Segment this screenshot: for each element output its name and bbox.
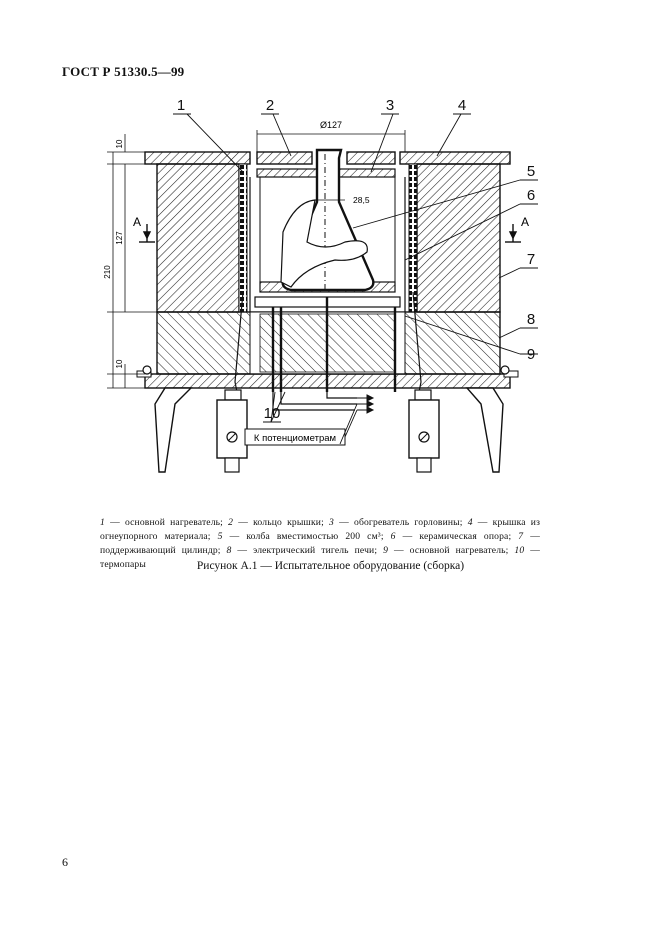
support-cylinder-right [417,164,500,312]
apparatus-drawing [95,92,545,492]
lid-plate-left [145,152,250,164]
section-mark-right: А [521,215,530,229]
main-heater-coil-right [409,164,417,312]
legend-item: 4 — крышка из огнеупорного материала; [100,517,541,542]
page-number: 6 [62,855,68,869]
legend-item: 2 — кольцо крышки; [228,517,330,528]
dim-127: 127 [115,231,124,245]
callout-9: 9 [526,346,536,363]
callout-3: 3 [385,97,395,114]
legend-item: 7 — поддерживающий цилиндр; [100,531,541,556]
leg-right [467,388,503,472]
callout-5: 5 [526,163,536,180]
figure-caption: Рисунок А.1 — Испытательное оборудование (сборка) [196,560,465,572]
dim-top-thickness: 10 [115,139,124,149]
dim-bottom-thickness: 10 [115,359,124,369]
callout-6: 6 [526,187,536,204]
base-plate [145,374,510,388]
connector-right [409,390,439,472]
dim-diameter: Ø127 [319,120,343,130]
dim-neck: 28,5 [353,195,370,205]
lid-ring-right [347,152,395,164]
legend-item: 3 — обогреватель горловины; [329,517,468,528]
legend-item: 8 — электрический тигель печи; [226,545,384,556]
support-cylinder-left [157,164,239,312]
potentiometer-label: К потенциометрам [253,433,337,444]
callout-1: 1 [176,97,186,114]
dim-210: 210 [103,265,112,279]
lid-ring [257,152,312,164]
legend-item: 5 — колба вместимостью 200 см³; [217,531,391,542]
legend-item: 10 — термопары [100,545,540,570]
callout-8: 8 [526,311,536,328]
leg-left [155,388,191,472]
document-header: ГОСТ Р 51330.5—99 [62,64,185,79]
callout-4: 4 [457,97,467,114]
legend-item: 6 — керамическая опора; [390,531,519,542]
legend-item: 9 — основной нагреватель; [383,545,515,556]
callout-10: 10 [263,405,281,422]
connector-left [217,390,247,472]
section-mark-left: А [133,215,142,229]
callout-7: 7 [526,251,536,268]
main-heater-coil-left [239,164,247,312]
lid-plate-right [400,152,510,164]
callout-2: 2 [265,97,275,114]
legend-item: 1 — основной нагреватель; [100,517,229,528]
